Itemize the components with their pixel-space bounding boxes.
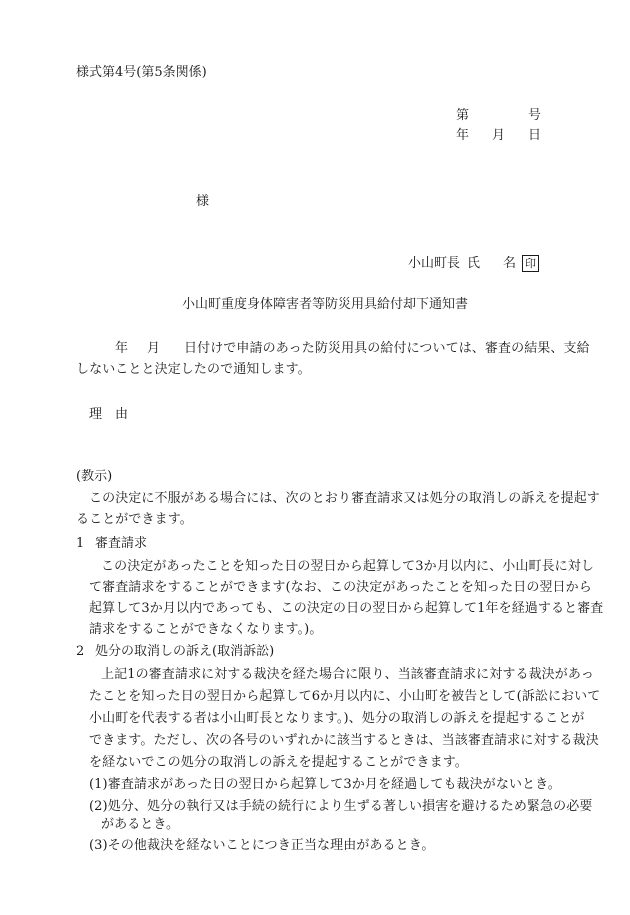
kyoji-heading: (教示) xyxy=(76,469,113,484)
item2-number: 2 xyxy=(76,644,85,659)
item2-line: できます。ただし、次の各号のいずれかに該当するときは、当該審査請求に対する裁決 xyxy=(89,733,599,748)
document-number-go: 号 xyxy=(528,108,542,123)
item2-subitem: (2)処分、処分の執行又は手続の続行により生ずる著しい損害を避けるため緊急の必要 xyxy=(89,799,593,814)
item1-number: 1 xyxy=(76,536,85,551)
item2-line: 上記1の審査請求に対する裁決を経た場合に限り、当該審査請求に対する裁決があっ xyxy=(101,667,594,682)
item2-subitem: があるとき。 xyxy=(101,817,180,832)
sender-shi: 氏 xyxy=(467,256,481,271)
sender-mei xyxy=(503,255,539,272)
body-line-2: しないことと決定したので通知します。 xyxy=(76,362,311,377)
item2-line: を経ないでこの処分の取消しの訴えを提起することができます。 xyxy=(89,755,468,770)
item2-subitem: (3)その他裁決を経ないことにつき正当な理由があるとき。 xyxy=(89,838,435,853)
item1-line: 請求をすることができなくなります。)。 xyxy=(89,622,323,637)
kyoji-intro-line-1: この決定に不服がある場合には、次のとおり審査請求又は処分の取消しの訴えを提起す xyxy=(89,491,600,506)
kyoji-intro-line-2: ることができます。 xyxy=(76,512,193,527)
item1-line: この決定があったことを知った日の翌日から起算して3か月以内に、小山町長に対し xyxy=(101,559,594,574)
document-title: 小山町重度身体障害者等防災用具給付却下通知書 xyxy=(182,297,469,312)
item1-line: て審査請求をすることができます(なお、この決定があったことを知った日の翌日から xyxy=(89,580,592,595)
sender-mei-label: 名 xyxy=(503,256,517,271)
body-date-month: 月 xyxy=(147,341,161,356)
item2-subitem: (1)審査請求があった日の翌日から起算して3か月を経過しても裁決がないとき。 xyxy=(89,777,561,792)
document-number-dai: 第 xyxy=(456,108,470,123)
issue-date-year: 年 xyxy=(456,128,470,143)
issue-date-day: 日 xyxy=(528,128,542,143)
item2-line: たことを知った日の翌日から起算して6か月以内に、小山町を被告として(訴訟において xyxy=(89,689,601,704)
addressee-suffix: 様 xyxy=(196,194,210,209)
form-label: 様式第4号(第5条関係) xyxy=(76,65,207,80)
sender-title: 小山町長 xyxy=(408,256,461,271)
item1-title: 審査請求 xyxy=(95,536,148,551)
item1-line: 起算して3か月以内であっても、この決定の日の翌日から起算して1年を経過すると審査 xyxy=(89,601,604,616)
reason-label: 理 由 xyxy=(89,407,129,422)
item2-line: 小山町を代表する者は小山町長となります。)、処分の取消しの訴えを提起することが xyxy=(89,711,585,726)
official-seal-mark: 印 xyxy=(522,255,539,272)
issue-date-month: 月 xyxy=(492,128,506,143)
item2-title: 処分の取消しの訴え(取消訴訟) xyxy=(95,644,275,659)
body-line-1: 日付けで申請のあった防災用具の給付については、審査の結果、支給 xyxy=(184,341,590,356)
body-date-year: 年 xyxy=(115,341,129,356)
